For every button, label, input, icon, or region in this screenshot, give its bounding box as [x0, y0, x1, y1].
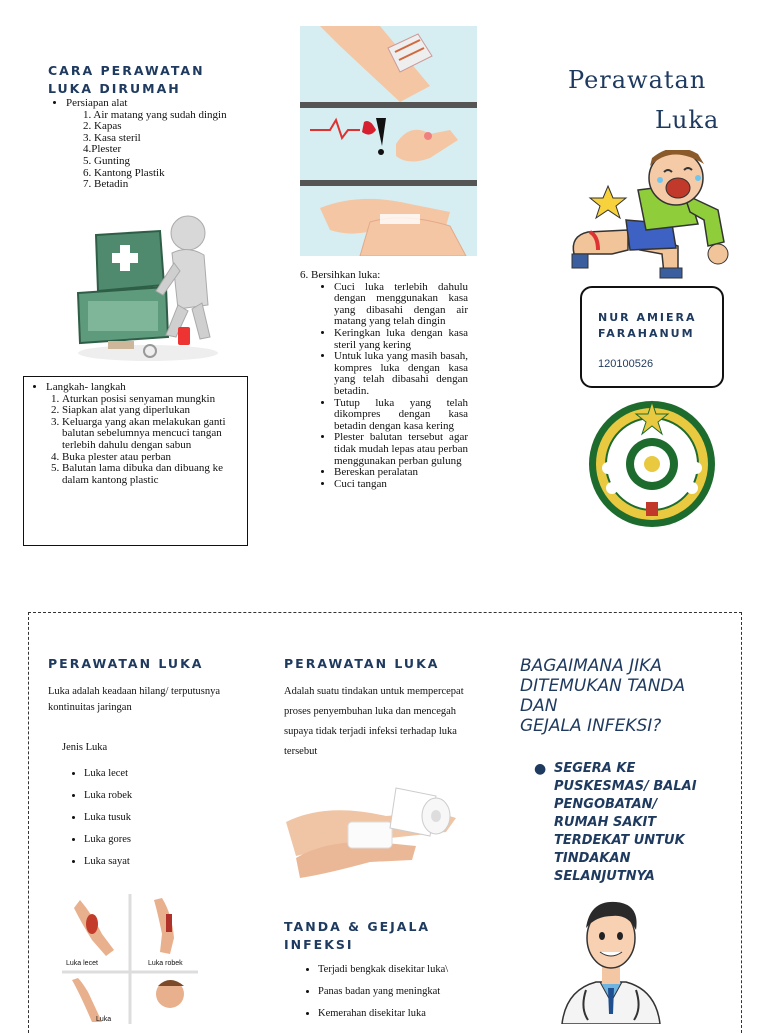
question-line: BAGAIMANA JIKA	[520, 656, 662, 676]
clean-step: • Keringkan luka dengan kasa steril yang kering	[334, 328, 468, 351]
bullet-icon: ●	[534, 761, 547, 777]
wound-type-item: • Luka lecet	[84, 768, 248, 779]
tool-item: 7. Betadin	[83, 178, 129, 191]
clean-step: • Untuk luka yang masih basah, kompres luka dengan kasa yang telah dibasahi dengan betadin.	[334, 351, 468, 397]
tool-item: 3. Kasa steril	[83, 131, 141, 144]
wound-type-item: • Luka robek	[84, 790, 248, 801]
panel4-heading: PERAWATAN LUKA	[48, 656, 204, 671]
doctor-cartoon-icon	[556, 898, 666, 1024]
step-item: 4. Buka plester atau perban	[62, 452, 241, 464]
tool-item: 6. Kantong Plastik	[83, 166, 165, 179]
infection-question	[520, 656, 730, 736]
photo-caption: Luka lecet	[66, 960, 98, 967]
brochure-title-line2: Luka	[655, 106, 720, 134]
photo-caption: Luka	[96, 1016, 112, 1023]
sign-item: • Terjadi bengkak disekitar luka\	[318, 964, 484, 975]
answer-text: SEGERA KE PUSKESMAS/ BALAI PENGOBATAN/ RUMAH SAKIT TERDEKAT UNTUK TINDAKAN SELANJUTNYA	[554, 761, 697, 884]
clean-step: • Plester balutan tersebut agar tidak mudah lepas atau perban menggunakan perban gulung	[334, 432, 468, 467]
clean-step: • Cuci luka terlebih dahulu dengan menggunakan kasa yang dibasahi dengan air matang yang telah dingin	[334, 282, 468, 328]
step-item: 2. Siapkan alat yang diperlukan	[62, 405, 241, 417]
steps-box	[23, 376, 248, 546]
panel5-heading: PERAWATAN LUKA	[284, 656, 440, 671]
signs-list	[284, 964, 484, 1030]
clean-step: • Tutup luka yang telah dikompres dengan kasa betadin dengan kasa kering	[334, 398, 468, 433]
student-id: 120100526	[598, 358, 654, 370]
steps-title: • Langkah- langkah	[46, 382, 247, 394]
wound-type-item: • Luka tusuk	[84, 812, 248, 823]
first-aid-kit-figure-icon	[68, 205, 228, 365]
tool-item: 2. Kapas	[83, 120, 122, 133]
wound-care-hands-icon	[300, 26, 477, 256]
clean-step: • Bereskan peralatan	[334, 467, 468, 479]
prep-tools	[50, 98, 250, 191]
tool-item: 1. Air matang yang sudah dingin	[83, 108, 227, 121]
brochure-title-line1: Perawatan	[568, 66, 707, 94]
tool-item: 5. Gunting	[83, 154, 131, 167]
author-name-line2: FARAHANUM	[598, 327, 695, 340]
wound-type-item: • Luka sayat	[84, 856, 248, 867]
wound-types-photos-icon	[62, 894, 198, 1024]
author-name-line1: NUR AMIERA	[598, 311, 697, 324]
panel1-heading: CARA PERAWATAN LUKA DIRUMAH	[48, 63, 205, 96]
author-box	[580, 286, 724, 388]
infection-answer	[534, 760, 714, 886]
clean-wound-section	[300, 270, 468, 490]
sign-item: • Kemerahan disekitar luka	[318, 1008, 484, 1019]
photo-caption: Luka robek	[148, 960, 183, 967]
crying-child-cartoon-icon	[568, 150, 743, 280]
wound-types-title: Jenis Luka	[62, 742, 108, 753]
author-name	[598, 310, 697, 342]
wound-definition: Luka adalah keadaan hilang/ terputusnya kontinuitas jaringan	[48, 686, 221, 713]
wound-care-description: Adalah suatu tindakan untuk mempercepat proses penyembuhan luka dan mencegah supaya tidak terjadi infeksi terhadap luka tersebut	[284, 686, 464, 757]
sign-item: • Panas badan yang meningkat	[318, 986, 484, 997]
clean-step: • Cuci tangan	[334, 479, 468, 491]
wound-types	[48, 768, 248, 878]
wound-type-item: • Luka gores	[84, 834, 248, 845]
signs-heading: TANDA & GEJALA INFEKSI	[284, 919, 431, 952]
question-line: GEJALA INFEKSI?	[520, 716, 662, 736]
step-item: 1. Aturkan posisi senyaman mungkin	[62, 394, 241, 406]
tool-list	[50, 110, 250, 191]
faculty-seal-icon	[586, 398, 718, 530]
tool-item: 4.Plester	[83, 143, 122, 156]
question-line: DAN	[520, 696, 558, 716]
step-item: 3. Keluarga yang akan melakukan ganti balutan sebelumnya mencuci tangan terlebih dahulu dengan sabun	[62, 417, 241, 452]
question-line: DITEMUKAN TANDA	[520, 676, 686, 696]
prep-title: • Persiapan alat	[66, 98, 250, 110]
bandaging-arm-icon	[286, 782, 472, 882]
clean-title: 6. Bersihkan luka:	[300, 269, 381, 281]
step-item: 5. Balutan lama dibuka dan dibuang ke dalam kantong plastic	[62, 463, 241, 486]
